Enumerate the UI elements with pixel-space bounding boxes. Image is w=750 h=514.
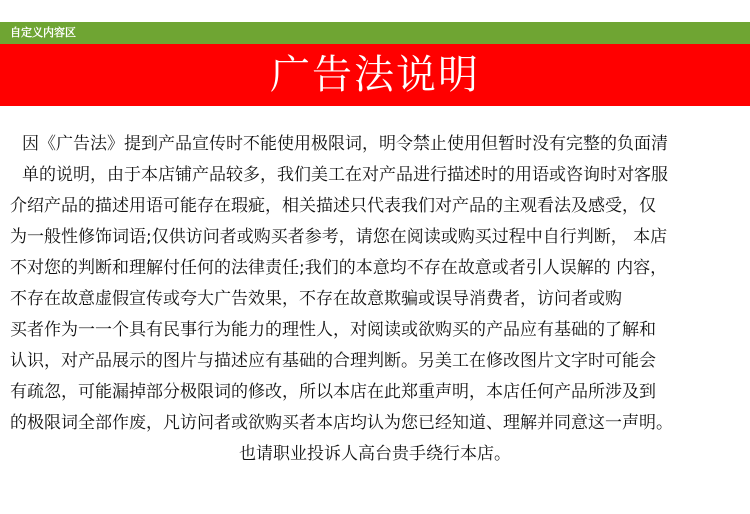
notice-line: 的极限词全部作废，凡访问者或欲购买者本店均认为您已经知道、理解并同意这一声明。 (10, 413, 673, 433)
notice-line: 不存在故意虚假宣传或夸大广告效果，不存在故意欺骗或误导消费者，访问者或购 (10, 289, 622, 309)
notice-body (0, 129, 750, 470)
notice-line: 买者作为一一个具有民事行为能力的理性人，对阅读或欲购买的产品应有基础的了解和 (10, 320, 656, 340)
notice-line: 为一般性修饰词语;仅供访问者或购买者参考，请您在阅读或购买过程中自行判断， 本店 (10, 227, 668, 247)
notice-line: 单的说明，由于本店铺产品较多，我们美工在对产品进行描述时的用语或咨询时对客服 (22, 165, 668, 185)
section-header-label: 自定义内容区 (10, 26, 76, 39)
notice-line: 介绍产品的描述用语可能存在瑕疵，相关描述只代表我们对产品的主观看法及感受，仅 (10, 196, 656, 216)
section-header (0, 22, 750, 44)
title-banner (0, 44, 750, 106)
banner-title: 广告法说明 (270, 52, 480, 98)
notice-line: 也请职业投诉人高台贵手绕行本店。 (239, 444, 511, 464)
notice-line: 有疏忽，可能漏掉部分极限词的修改，所以本店在此郑重声明，本店任何产品所涉及到 (10, 382, 656, 402)
notice-line: 因《广告法》提到产品宣传时不能使用极限词，明令禁止使用但暂时没有完整的负面清 (22, 134, 668, 154)
notice-line: 认识，对产品展示的图片与描述应有基础的合理判断。另美工在修改图片文字时可能会 (10, 351, 656, 371)
notice-line: 不对您的判断和理解付任何的法律责任;我们的本意均不存在故意或者引人误解的 内容， (10, 258, 668, 278)
